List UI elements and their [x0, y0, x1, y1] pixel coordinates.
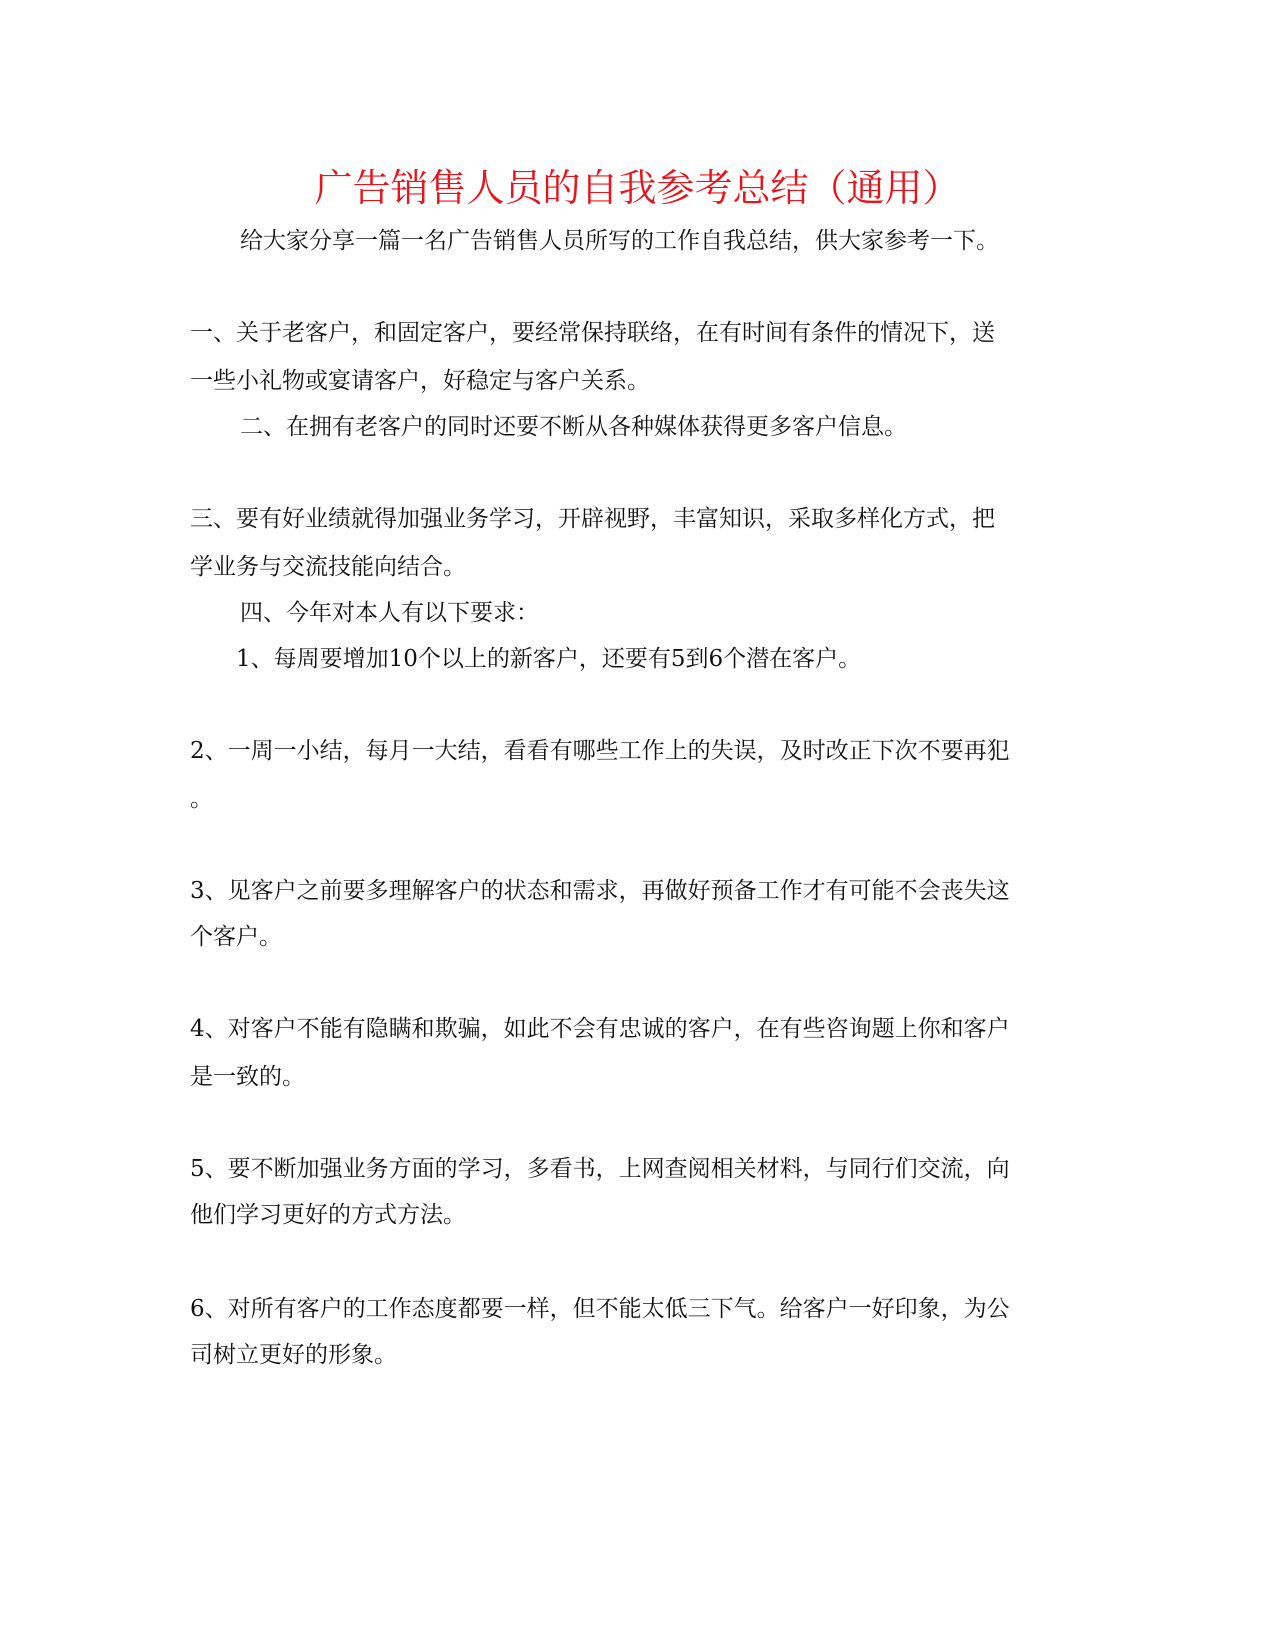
document-title: 广告销售人员的自我参考总结（通用）	[314, 166, 961, 210]
paragraph-line: 二、在拥有老客户的同时还要不断从各种媒体获得更多客户信息。	[240, 414, 907, 440]
paragraph-line: 一些小礼物或宴请客户，好稳定与客户关系。	[190, 368, 650, 394]
paragraph-line: 1、每周要增加10个以上的新客户，还要有5到6个潜在客户。	[236, 646, 862, 672]
paragraph-line: 他们学习更好的方式方法。	[190, 1202, 466, 1228]
paragraph-line: 个客户。	[190, 924, 282, 950]
paragraph-line: 司树立更好的形象。	[190, 1342, 397, 1368]
intro-paragraph: 给大家分享一篇一名广告销售人员所写的工作自我总结，供大家参考一下。	[240, 228, 999, 254]
paragraph-line: 四、今年对本人有以下要求：	[240, 600, 539, 626]
paragraph-line: 6、对所有客户的工作态度都要一样，但不能太低三下气。给客户一好印象，为公	[190, 1296, 1010, 1322]
paragraph-line: 三、要有好业绩就得加强业务学习，开辟视野，丰富知识，采取多样化方式，把	[190, 506, 995, 532]
paragraph-line: 学业务与交流技能向结合。	[190, 554, 466, 580]
paragraph-line: 。	[190, 786, 213, 812]
paragraph-line: 一、关于老客户，和固定客户，要经常保持联络，在有时间有条件的情况下，送	[190, 320, 995, 346]
paragraph-line: 2、一周一小结，每月一大结，看看有哪些工作上的失误，及时改正下次不要再犯	[190, 738, 1010, 764]
paragraph-line: 5、要不断加强业务方面的学习，多看书，上网查阅相关材料，与同行们交流，向	[190, 1156, 1010, 1182]
paragraph-line: 4、对客户不能有隐瞒和欺骗，如此不会有忠诚的客户，在有些咨询题上你和客户	[190, 1016, 1010, 1042]
paragraph-line: 是一致的。	[190, 1064, 305, 1090]
paragraph-line: 3、见客户之前要多理解客户的状态和需求，再做好预备工作才有可能不会丧失这	[190, 878, 1010, 904]
